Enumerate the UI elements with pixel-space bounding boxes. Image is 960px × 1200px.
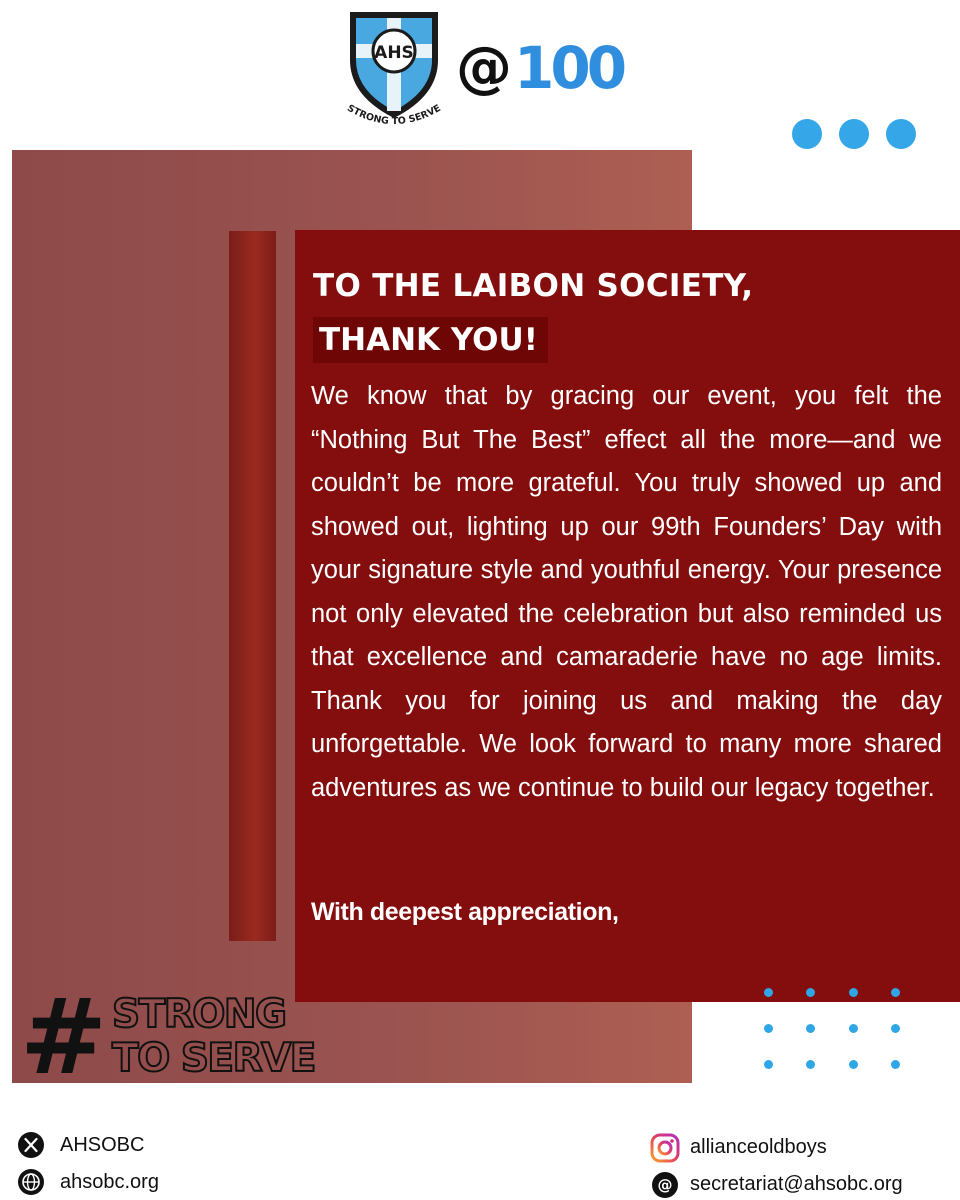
letter-body: We know that by gracing our event, you felt the “Nothing But The Best” effect all the more—and we couldn’t be more grateful. You truly showed up and showed out, lighting up our 99th Founders’ Day with your signature style and youthful energy. Your presence not only elevated the celebration but also reminded us that excellence and camaraderie have no age limits. Thank you for joining us and making the day unforgettable. We look forward to many more shared adventures as we continue to build our legacy together. [311,382,942,802]
letter-title-highlight: THANK YOU! [313,317,548,363]
dots-icon [839,119,869,149]
svg-text:@: @ [657,1176,673,1194]
hashtag-symbol: # [20,976,108,1098]
globe-icon [18,1169,44,1195]
at-symbol: @ [456,35,512,100]
dots-icon [886,119,916,149]
crest-motto: STRONG TO SERVE [345,102,443,128]
x-logo-icon [18,1132,44,1158]
accent-bar [229,231,276,941]
email-address[interactable]: secretariat@ahsobc.org [690,1173,903,1195]
instagram-handle[interactable]: allianceoldboys [690,1136,827,1158]
website-link[interactable]: ahsobc.org [60,1171,159,1193]
x-handle[interactable]: AHSOBC [60,1134,145,1156]
centenary-logo [456,30,666,100]
school-crest-logo [340,8,448,132]
letter-title: TO THE LAIBON SOCIETY, [313,268,754,304]
letter-signoff: With deepest appreciation, [311,898,619,926]
crest-initials: AHS [374,43,414,63]
at-sign-icon [652,1172,678,1198]
hashtag-line-1: STRONG [112,992,286,1037]
hashtag-line-2: TO SERVE [112,1036,315,1081]
instagram-icon [650,1133,680,1163]
dots-icon [792,119,822,149]
anniversary-number: 100 [514,34,624,100]
